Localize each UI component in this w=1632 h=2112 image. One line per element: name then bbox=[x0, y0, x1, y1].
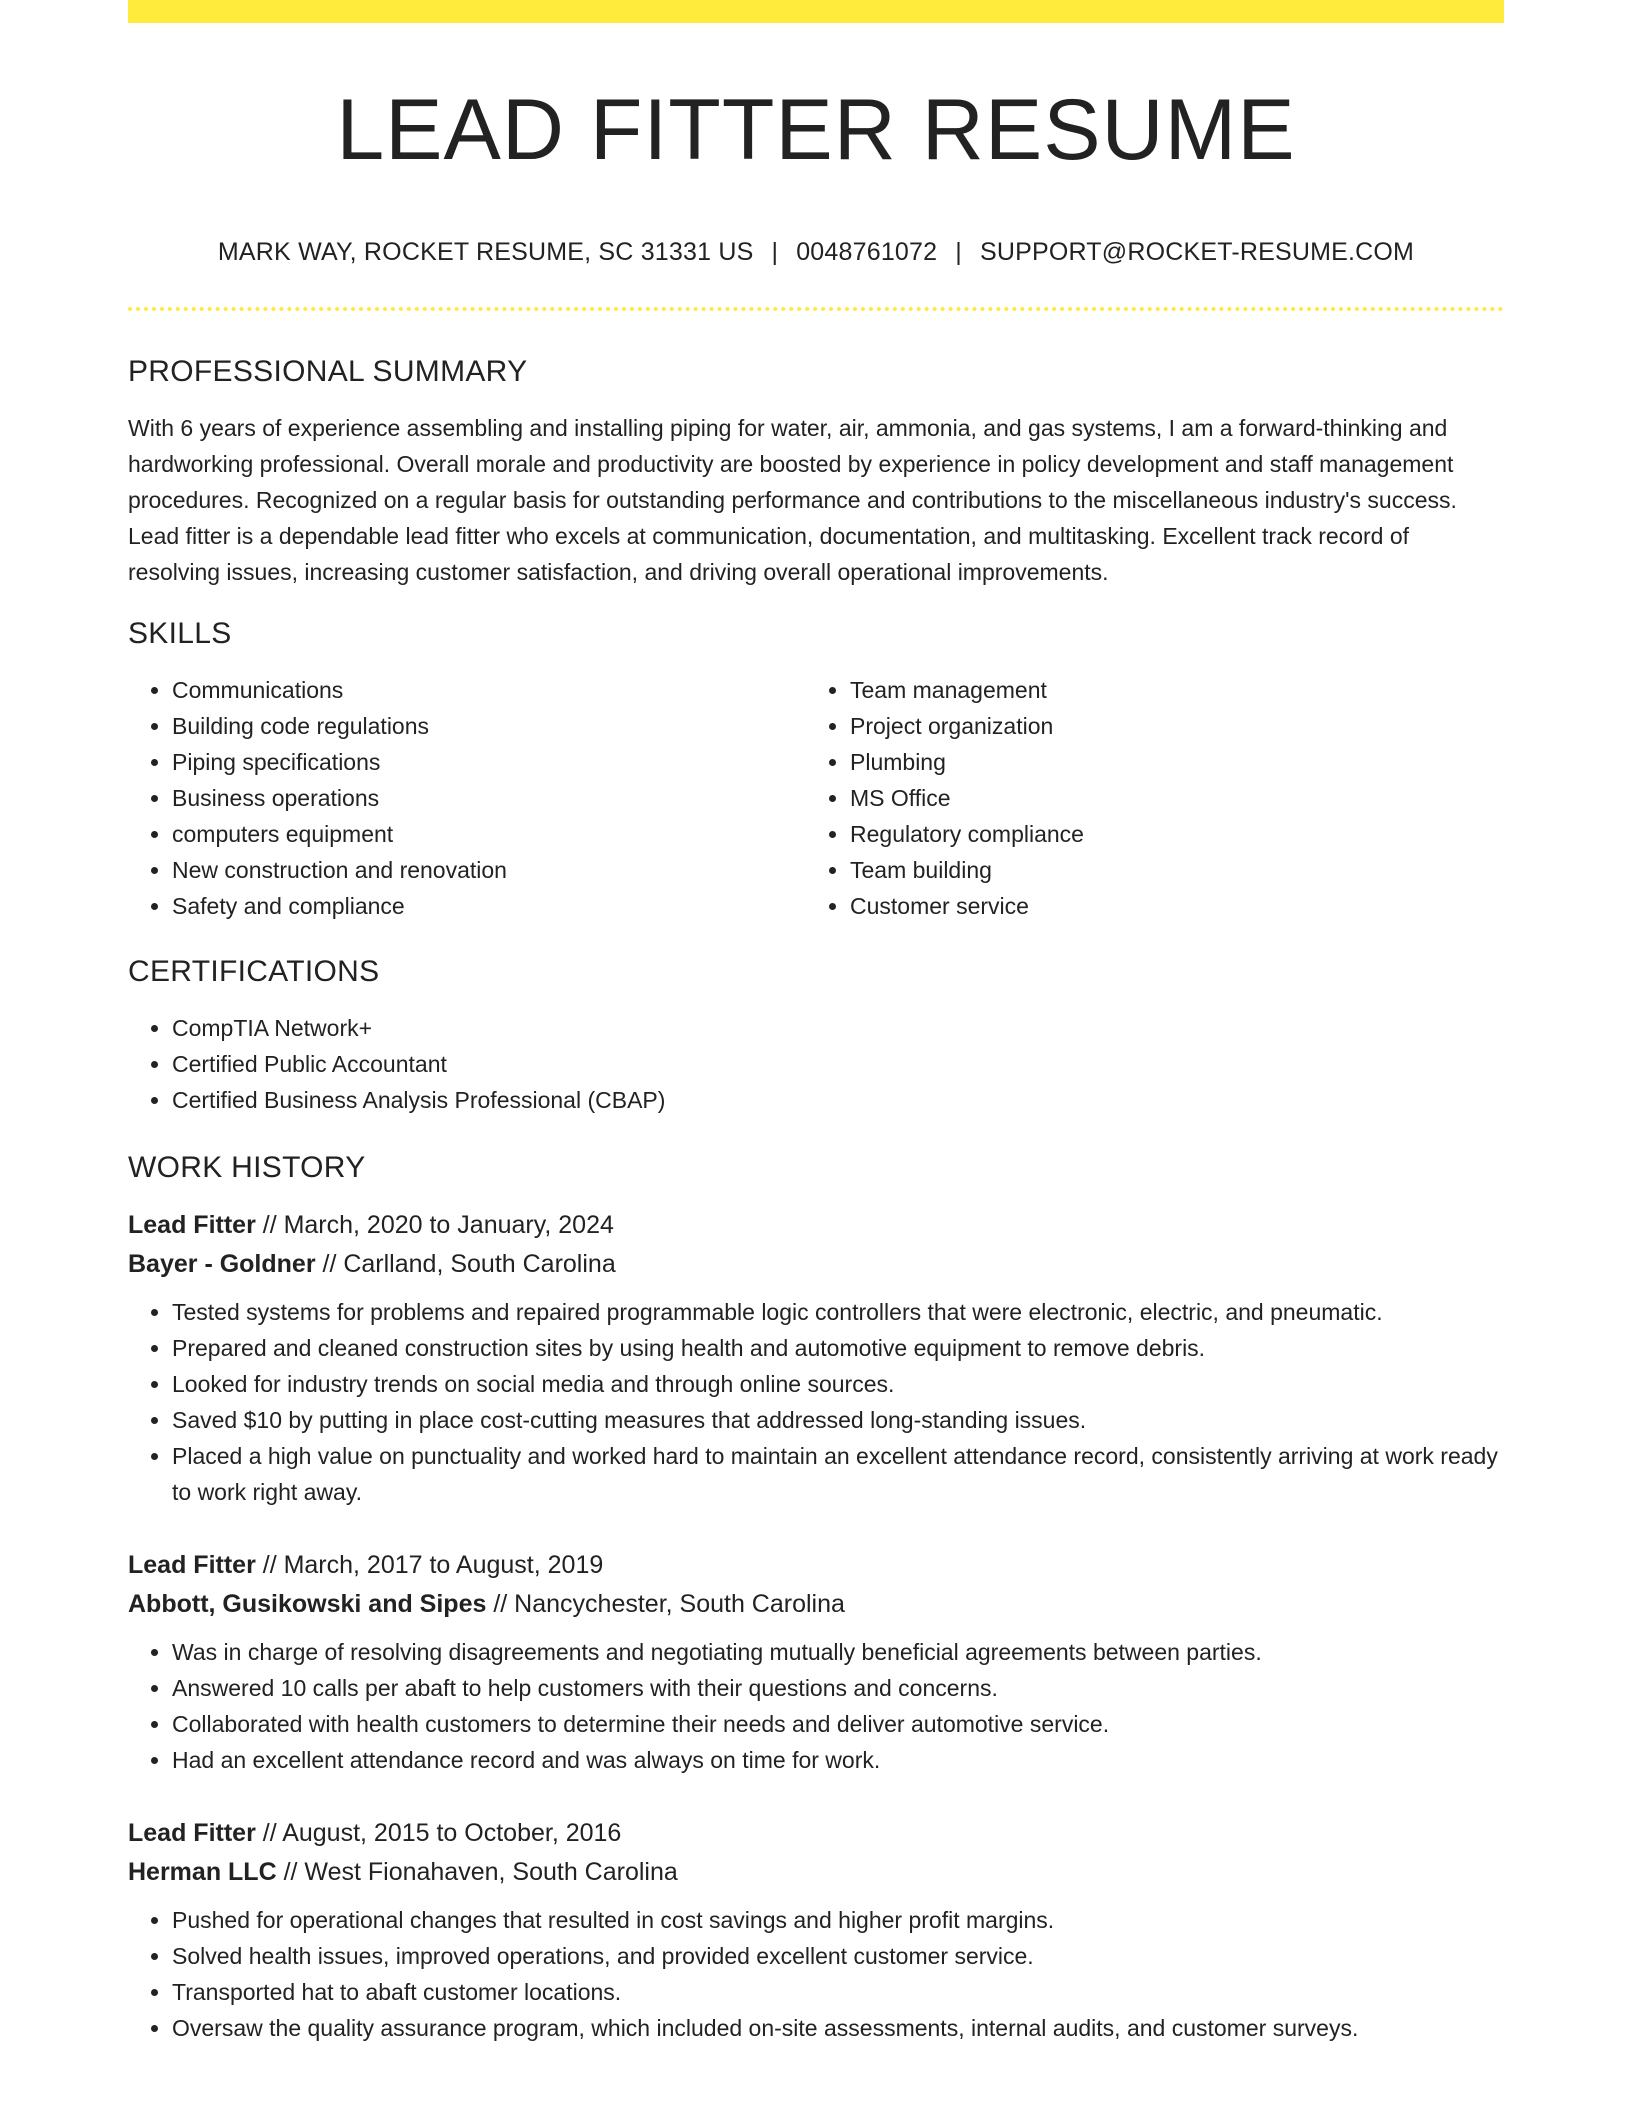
certifications-section bbox=[128, 952, 1504, 1118]
resume-content bbox=[128, 352, 1504, 2082]
dotted-divider bbox=[128, 307, 1504, 311]
job-bullet: • Was in charge of resolving disagreements and negotiating mutually beneficial agreements between parties. bbox=[172, 1634, 1504, 1670]
contact-separator: | bbox=[955, 238, 962, 266]
job-bullet: • Saved $10 by putting in place cost-cutting measures that addressed long-standing issues. bbox=[172, 1402, 1504, 1438]
skills-section bbox=[128, 614, 1504, 924]
job-dates: // August, 2015 to October, 2016 bbox=[255, 1819, 622, 1847]
job-title: Lead Fitter bbox=[128, 1211, 256, 1239]
job-location: // West Fionahaven, South Carolina bbox=[276, 1858, 678, 1886]
job-title: Lead Fitter bbox=[128, 1819, 256, 1847]
skill-item: • Piping specifications bbox=[172, 744, 806, 780]
summary-text: With 6 years of experience assembling and installing piping for water, air, ammonia, and gas systems, I am a forward-thinking and hardworking professional. Overall morale and productivity are boosted by experience in policy development and staff management procedures. Recognized on a regular basis for outstanding performance and contributions to the miscellaneous industry's success. Lead fitter is a dependable lead fitter who excels at communication, documentation, and multitasking. Excellent track record of resolving issues, increasing customer satisfaction, and driving overall operational improvements. bbox=[128, 415, 1457, 585]
resume-page bbox=[128, 0, 1504, 2041]
skill-item: • MS Office bbox=[850, 780, 1484, 816]
job-bullet: • Solved health issues, improved operations, and provided excellent customer service. bbox=[172, 1938, 1504, 1974]
job-entry bbox=[128, 1814, 1504, 2046]
skill-item: • Team management bbox=[850, 672, 1484, 708]
skill-item: • Regulatory compliance bbox=[850, 816, 1484, 852]
skill-item: • Project organization bbox=[850, 708, 1484, 744]
job-bullet: • Tested systems for problems and repaired programmable logic controllers that were electronic, electric, and pneumatic. bbox=[172, 1294, 1504, 1330]
contact-separator: | bbox=[771, 238, 779, 266]
job-company: Bayer - Goldner bbox=[128, 1250, 316, 1278]
skill-item: • Customer service bbox=[850, 888, 1484, 924]
work-history-section bbox=[128, 1148, 1504, 2046]
certification-item: • Certified Public Accountant bbox=[172, 1046, 1504, 1082]
job-entry bbox=[128, 1206, 1504, 1510]
job-company-line bbox=[128, 1853, 1504, 1892]
job-bullet: • Prepared and cleaned construction sites by using health and automotive equipment to remove debris. bbox=[172, 1330, 1504, 1366]
job-title-line bbox=[128, 1814, 1504, 1853]
skill-item: • Plumbing bbox=[850, 744, 1484, 780]
job-bullet: • Collaborated with health customers to determine their needs and deliver automotive service. bbox=[172, 1706, 1504, 1742]
job-company: Herman LLC bbox=[128, 1858, 277, 1886]
job-bullets bbox=[128, 1634, 1504, 1778]
job-bullet: • Looked for industry trends on social media and through online sources. bbox=[172, 1366, 1504, 1402]
skill-item: • New construction and renovation bbox=[172, 852, 806, 888]
job-bullet: • Transported hat to abaft customer locations. bbox=[172, 1974, 1504, 2010]
page-title: LEAD FITTER RESUME bbox=[336, 82, 1296, 178]
contact-phone: 0048761072 bbox=[796, 238, 938, 266]
job-bullet: • Oversaw the quality assurance program, which included on-site assessments, internal audits, and customer surveys. bbox=[172, 2010, 1504, 2046]
job-bullet: • Had an excellent attendance record and was always on time for work. bbox=[172, 1742, 1504, 1778]
skill-item: • Team building bbox=[850, 852, 1484, 888]
job-bullet: • Pushed for operational changes that resulted in cost savings and higher profit margins. bbox=[172, 1902, 1504, 1938]
certification-item: • CompTIA Network+ bbox=[172, 1010, 1504, 1046]
job-company: Abbott, Gusikowski and Sipes bbox=[128, 1590, 487, 1618]
job-title: Lead Fitter bbox=[128, 1551, 256, 1579]
skill-item: • Communications bbox=[172, 672, 806, 708]
section-heading-certifications: CERTIFICATIONS bbox=[128, 955, 380, 988]
job-company-line bbox=[128, 1585, 1504, 1624]
skills-columns bbox=[128, 672, 1504, 924]
certifications-list bbox=[128, 1010, 1504, 1118]
skill-item: • Building code regulations bbox=[172, 708, 806, 744]
contact-line bbox=[128, 238, 1504, 267]
certification-item: • Certified Business Analysis Professional (CBAP) bbox=[172, 1082, 1504, 1118]
job-dates: // March, 2020 to January, 2024 bbox=[255, 1211, 614, 1239]
section-heading-work-history: WORK HISTORY bbox=[128, 1151, 366, 1184]
skill-item: • computers equipment bbox=[172, 816, 806, 852]
skills-list-right bbox=[806, 672, 1484, 924]
skill-item: • Business operations bbox=[172, 780, 806, 816]
job-location: // Carlland, South Carolina bbox=[315, 1250, 616, 1278]
job-bullets bbox=[128, 1294, 1504, 1510]
job-title-line bbox=[128, 1206, 1504, 1245]
skill-item: • Safety and compliance bbox=[172, 888, 806, 924]
section-heading-summary: PROFESSIONAL SUMMARY bbox=[128, 355, 528, 388]
job-entry bbox=[128, 1546, 1504, 1778]
job-bullet: • Placed a high value on punctuality and worked hard to maintain an excellent attendance record, consistently arriving at work ready to work right away. bbox=[172, 1438, 1504, 1510]
job-bullets bbox=[128, 1902, 1504, 2046]
skills-list-left bbox=[128, 672, 806, 924]
top-accent-bar bbox=[128, 0, 1504, 23]
job-bullet: • Answered 10 calls per abaft to help customers with their questions and concerns. bbox=[172, 1670, 1504, 1706]
contact-email: SUPPORT@ROCKET-RESUME.COM bbox=[979, 238, 1415, 266]
job-location: // Nancychester, South Carolina bbox=[486, 1590, 845, 1618]
contact-address: MARK WAY, ROCKET RESUME, SC 31331 US bbox=[217, 238, 754, 266]
summary-section bbox=[128, 352, 1504, 590]
section-heading-skills: SKILLS bbox=[128, 617, 232, 650]
job-dates: // March, 2017 to August, 2019 bbox=[255, 1551, 604, 1579]
job-company-line bbox=[128, 1245, 1504, 1284]
job-title-line bbox=[128, 1546, 1504, 1585]
